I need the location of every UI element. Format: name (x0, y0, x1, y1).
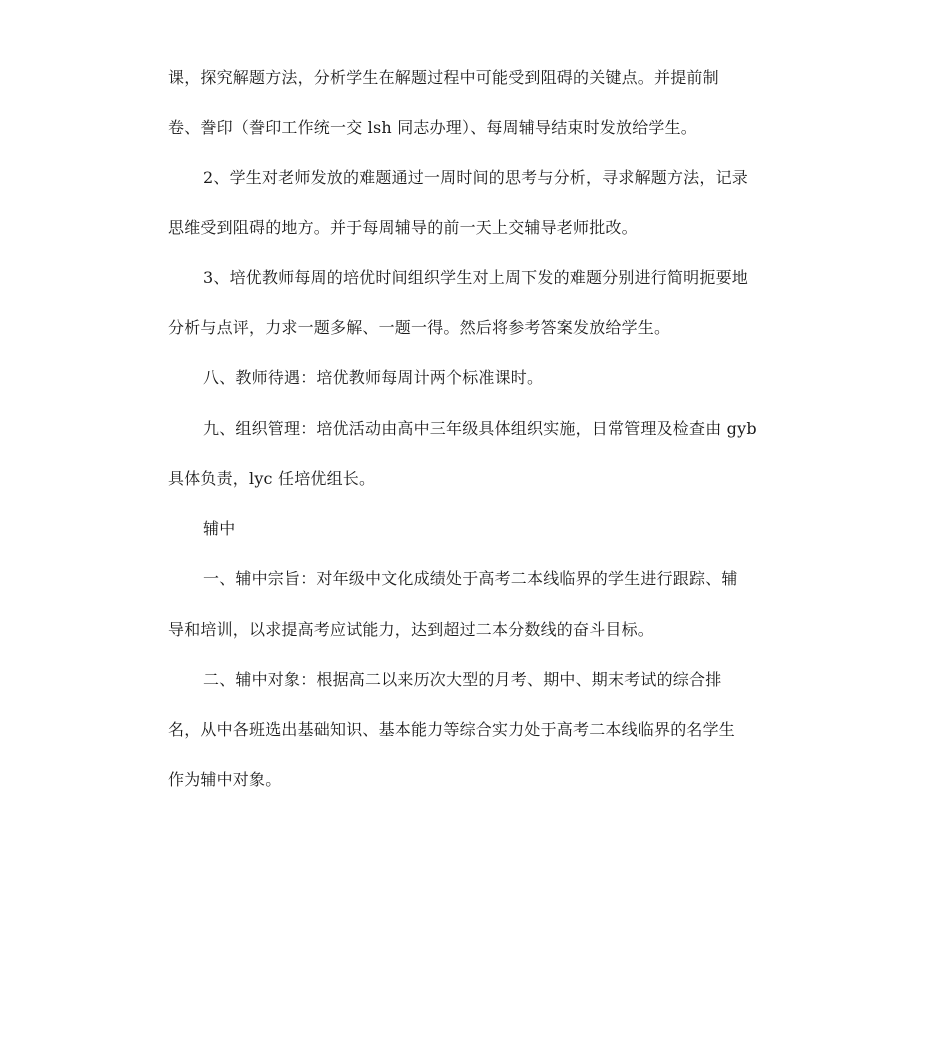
paragraph-line: 3、培优教师每周的培优时间组织学生对上周下发的难题分别进行简明扼要地 (203, 268, 748, 287)
paragraph-line: 一、辅中宗旨：对年级中文化成绩处于高考二本线临界的学生进行跟踪、辅 (203, 569, 738, 588)
section-heading: 辅中 (203, 519, 236, 538)
paragraph-line: 二、辅中对象：根据高二以来历次大型的月考、期中、期末考试的综合排 (203, 670, 722, 689)
paragraph-line: 思维受到阻碍的地方。并于每周辅导的前一天上交辅导老师批改。 (168, 218, 638, 237)
paragraph-line: 作为辅中对象。 (168, 770, 282, 789)
paragraph-line: 导和培训，以求提高考应试能力，达到超过二本分数线的奋斗目标。 (168, 620, 655, 639)
paragraph-line: 九、组织管理：培优活动由高中三年级具体组织实施，日常管理及检查由 gyb (203, 419, 757, 438)
paragraph-line: 分析与点评，力求一题多解、一题一得。然后将参考答案发放给学生。 (168, 318, 671, 337)
paragraph-line: 卷、誊印（誊印工作统一交 lsh 同志办理）、每周辅导结束时发放给学生。 (168, 118, 698, 137)
paragraph-line: 名，从中各班选出基础知识、基本能力等综合实力处于高考二本线临界的名学生 (168, 720, 736, 739)
paragraph-line: 课，探究解题方法，分析学生在解题过程中可能受到阻碍的关键点。并提前制 (168, 68, 719, 87)
paragraph-line: 具体负责，lyc 任培优组长。 (168, 469, 376, 488)
paragraph-line: 2、学生对老师发放的难题通过一周时间的思考与分析，寻求解题方法，记录 (203, 168, 748, 187)
paragraph-line: 八、教师待遇：培优教师每周计两个标准课时。 (203, 368, 544, 387)
